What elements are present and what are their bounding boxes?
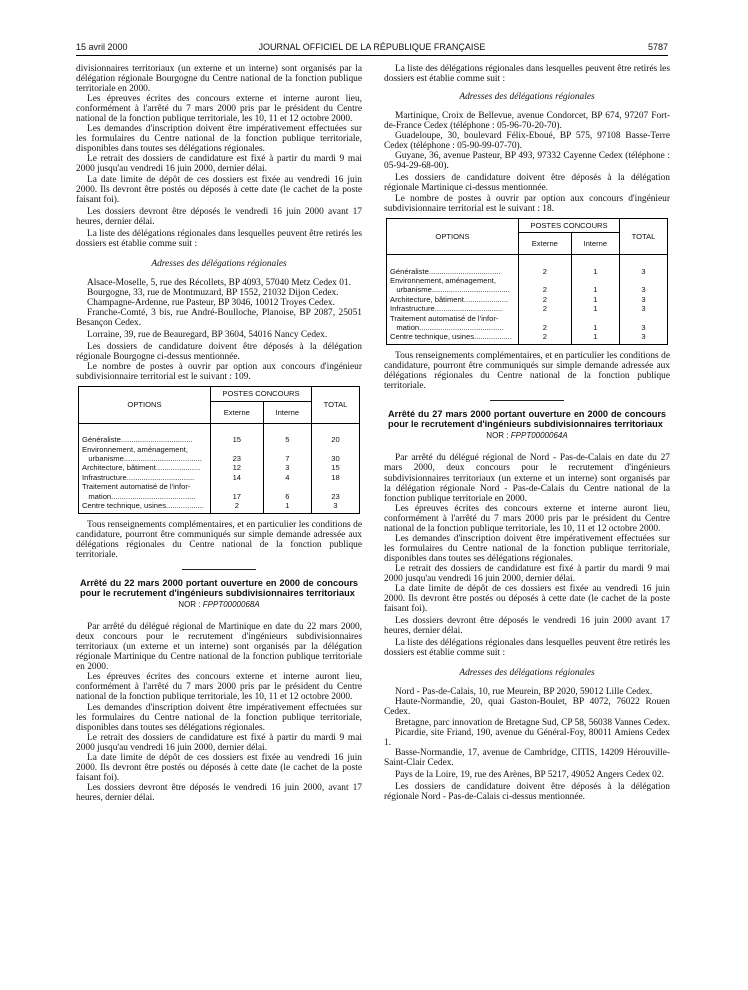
option-label: Traitement automatisé de l'infor- mation........................................ [79,482,211,501]
cell-total: 18 [312,473,360,482]
cell-externe: 2 [519,276,572,295]
paragraph: La date limite de dépôt de ces dossiers est fixée au vendredi 16 juin 2000. Ils devront être postés ou déposés à cette date (le cachet de la poste faisant foi). [384,584,670,615]
address-item: Martinique, Croix de Bellevue, avenue Condorcet, BP 674, 97207 Fort-de-France Cedex (téléphone : 05-96-70-20-70). [384,111,670,132]
page-header [76,40,668,54]
th-total: TOTAL [312,387,360,423]
cell-interne: 1 [571,276,619,295]
paragraph: Les épreuves écrites des concours externe et interne auront lieu, conformément à l'arrêté du 7 mars 2000 pris par le président du Centre national de la fonction publique territoriale, les 10, 11 et 12 octobre 2000. [76,94,362,125]
cell-total: 3 [312,501,360,513]
th-interne: Interne [571,233,619,255]
th-interne: Interne [263,401,311,423]
option-label: Généraliste.................................. [79,435,211,444]
th-postes: POSTES CONCOURS [211,387,312,401]
cell-interne: 4 [263,473,311,482]
paragraph: Le nombre de postes à ouvrir par option aux concours d'ingénieur subdivisionnaire territorial est le suivant : 109. [76,362,362,383]
paragraph: Le retrait des dossiers de candidature est fixé à partir du mardi 9 mai 2000 jusqu'au vendredi 16 juin 2000, dernier délai. [76,732,362,753]
cell-interne: 6 [263,482,311,501]
table-row [79,435,360,444]
cell-total: 3 [620,267,668,276]
option-label: Centre technique, usines.................. [79,501,211,513]
paragraph: Les épreuves écrites des concours externe et interne auront lieu, conformément à l'arrêté du 7 mars 2000 pris par le président du Centre national de la fonction publique territoriale, les 10, 11 et 12 octobre 2000. [384,503,670,534]
address-item: Champagne-Ardenne, rue Pasteur, BP 3046, 10012 Troyes Cedex. [87,297,335,308]
option-label: Architecture, bâtiment..................... [79,463,211,472]
cell-total: 3 [620,332,668,344]
th-options: OPTIONS [387,218,519,254]
paragraph: Les épreuves écrites des concours externe et interne auront lieu, conformément à l'arrêté du 7 mars 2000 pris par le président du Centre national de la fonction publique territoriale, les 10, 11 et 12 octobre 2000. [76,672,362,703]
cell-interne: 7 [263,445,311,464]
paragraph: Par arrêté du délégué régional de Nord - Pas-de-Calais en date du 27 mars 2000, deux concours pour le recrutement d'ingénieurs subdivisionnaires territoriaux (un externe et un interne) sont organisés par la délégation régionale Nord - Pas-de-Calais du Centre national de la fonction publique territoriale en 2000. [384,453,670,504]
cell-total: 3 [620,304,668,313]
cell-total: 23 [312,482,360,501]
th-postes: POSTES CONCOURS [519,218,620,232]
paragraph: Les dossiers devront être déposés le vendredi 16 juin 2000, avant 17 heures, dernier délai. [76,782,362,803]
header-rule [76,55,668,56]
th-externe: Externe [519,233,572,255]
table-row [387,314,668,333]
option-label: Environnement, aménagement, urbanisme..................................... [79,445,211,464]
address-item: Alsace-Moselle, 5, rue des Récollets, BP 4093, 57040 Metz Cedex 01. [87,277,351,288]
table-row [79,445,360,464]
postes-table [78,386,360,513]
option-label: Infrastructure................................ [79,473,211,482]
paragraph: Par arrêté du délégué régional de Martinique en date du 22 mars 2000, deux concours pour le recrutement d'ingénieurs subdivisionnaires territoriaux (un externe et un interne) sont organisés par la délégation régionale Martinique du Centre national de la fonction publique territoriale en 2000. [76,622,362,673]
cell-total: 20 [312,435,360,444]
address-item: Bourgogne, 33, rue de Montmuzard, BP 1552, 21032 Dijon Cedex. [87,287,339,298]
address-item: Franche-Comté, 3 bis, rue André-Boulloche, Planoise, BP 2087, 25051 Besançon Cedex. [76,308,362,329]
cell-interne: 1 [263,501,311,513]
paragraph: Le retrait des dossiers de candidature est fixé à partir du mardi 9 mai 2000 jusqu'au vendredi 16 juin 2000, dernier délai. [76,154,362,175]
table-row [79,463,360,472]
cell-externe: 15 [211,435,264,444]
address-item: Basse-Normandie, 17, avenue de Cambridge, CITIS, 14209 Hérouville-Saint-Clair Cedex. [384,747,670,768]
cell-externe: 14 [211,473,264,482]
section-subtitle: Adresses des délégations régionales [151,258,287,269]
option-label: Traitement automatisé de l'infor- mation........................................ [387,314,519,333]
option-label: Architecture, bâtiment..................... [387,295,519,304]
th-externe: Externe [211,401,264,423]
table-row [79,473,360,482]
cell-interne: 1 [571,332,619,344]
cell-externe: 2 [211,501,264,513]
cell-interne: 5 [263,435,311,444]
th-total: TOTAL [620,218,668,254]
arrete-title: Arrêté du 27 mars 2000 portant ouverture en 2000 de concours pour le recrutement d'ingénieurs subdivisionnaires territoriaux [388,408,666,430]
section-subtitle: Adresses des délégations régionales [459,92,595,103]
paragraph: Les dossiers de candidature doivent être déposés à la délégation régionale Martinique ci-dessus mentionnée. [384,173,670,194]
paragraph: Les demandes d'inscription doivent être impérativement effectuées sur les formulaires du Centre national de la fonction publique territoriale, disponibles dans toutes ses délégations régionales. [76,702,362,733]
section-divider [182,569,256,570]
address-item: Bretagne, parc innovation de Bretagne Sud, CP 58, 56038 Vannes Cedex. [395,717,670,728]
address-item: Guadeloupe, 30, boulevard Félix-Eboué, BP 575, 97108 Basse-Terre Cedex (téléphone : 05-90-99-07-70). [384,131,670,152]
cell-externe: 2 [519,267,572,276]
option-label: Généraliste.................................. [387,267,519,276]
paragraph: Les demandes d'inscription doivent être impérativement effectuées sur les formulaires du Centre national de la fonction publique territoriale, disponibles dans toutes ses délégations régionales. [384,533,670,564]
paragraph: Les demandes d'inscription doivent être impérativement effectuées sur les formulaires du Centre national de la fonction publique territoriale, disponibles dans toutes ses délégations régionales. [76,124,362,155]
option-label: Environnement, aménagement, urbanisme..................................... [387,276,519,295]
cell-externe: 23 [211,445,264,464]
header-page-number: 5787 [647,42,668,52]
paragraph: Le nombre de postes à ouvrir par option aux concours d'ingénieur subdivisionnaire territorial est le suivant : 18. [384,193,670,214]
cell-interne: 1 [571,304,619,313]
cell-externe: 2 [519,314,572,333]
cell-externe: 2 [519,304,572,313]
section-divider [490,400,564,401]
address-item: Lorraine, 39, rue de Beauregard, BP 3604, 54016 Nancy Cedex. [87,330,328,341]
arrete-title: Arrêté du 22 mars 2000 portant ouverture en 2000 de concours pour le recrutement d'ingénieurs subdivisionnaires territoriaux [80,577,358,598]
address-item: Guyane, 36, avenue Pasteur, BP 493, 97332 Cayenne Cedex (téléphone : 05-94-29-68-00). [384,151,670,172]
paragraph: Les dossiers de candidature doivent être déposés à la délégation régionale Bourgogne ci-dessus mentionnée. [76,342,362,363]
cell-externe: 12 [211,463,264,472]
paragraph: La date limite de dépôt de ces dossiers est fixée au vendredi 16 juin 2000. Ils devront être postés ou déposés à cette date (le cachet de la poste faisant foi). [76,752,362,783]
address-item: Picardie, site Friand, 190, avenue du Général-Foy, 80011 Amiens Cedex 1. [384,727,670,748]
address-item: Haute-Normandie, 20, quai Gaston-Boulet, BP 4072, 76022 Rouen Cedex. [384,697,670,718]
option-label: Centre technique, usines.................. [387,332,519,344]
paragraph: La liste des délégations régionales dans lesquelles peuvent être retirés les dossiers est établie comme suit : [76,228,362,249]
cell-total: 3 [620,276,668,295]
paragraph: Les dossiers de candidature doivent être déposés à la délégation régionale Nord - Pas-de-Calais ci-dessus mentionnée. [384,781,670,802]
right-column [384,64,670,802]
table-row [387,295,668,304]
nor-reference: NOR : FPPT0000068A [178,600,260,610]
table-row [387,332,668,344]
cell-interne: 3 [263,463,311,472]
table-row [387,276,668,295]
postes-table [386,218,668,345]
paragraph: Tous renseignements complémentaires, et en particulier les conditions de candidature, pourront être communiqués sur simple demande adressée aux délégations régionales du Centre national de la fonction publique territoriale. [76,519,362,560]
cell-interne: 1 [571,295,619,304]
cell-total: 30 [312,445,360,464]
table-row [79,482,360,501]
cell-total: 3 [620,314,668,333]
header-date: 15 avril 2000 [76,42,128,52]
cell-externe: 2 [519,332,572,344]
table-row [79,501,360,513]
cell-externe: 2 [519,295,572,304]
paragraph: Tous renseignements complémentaires, et en particulier les conditions de candidature, pourront être communiqués sur simple demande adressée aux délégations régionales du Centre national de la fonction publique territoriale. [384,350,670,391]
cell-externe: 17 [211,482,264,501]
cell-total: 3 [620,295,668,304]
paragraph: La liste des délégations régionales dans lesquelles peuvent être retirés les dossiers est établie comme suit : [384,64,670,85]
table-row [387,304,668,313]
address-item: Pays de la Loire, 19, rue des Arènes, BP 5217, 49052 Angers Cedex 02. [395,769,664,780]
paragraph: La date limite de dépôt de ces dossiers est fixée au vendredi 16 juin 2000. Ils devront être postés ou déposés à cette date (le cachet de la poste faisant foi). [76,174,362,205]
left-column [76,64,362,803]
section-subtitle: Adresses des délégations régionales [459,668,595,679]
cell-total: 15 [312,463,360,472]
paragraph: Les dossiers devront être déposés le vendredi 16 juin 2000 avant 17 heures, dernier délai. [76,206,362,227]
cell-interne: 1 [571,314,619,333]
header-title: JOURNAL OFFICIEL DE LA RÉPUBLIQUE FRANÇAISE [258,42,486,52]
paragraph: Les dossiers devront être déposés le vendredi 16 juin 2000 avant 17 heures, dernier délai. [384,616,670,637]
nor-reference: NOR : FPPT0000064A [486,431,568,441]
paragraph: La liste des délégations régionales dans lesquelles peuvent être retirés les dossiers est établie comme suit : [384,638,670,659]
paragraph: Le retrait des dossiers de candidature est fixé à partir du mardi 9 mai 2000 jusqu'au vendredi 16 juin 2000, dernier délai. [384,563,670,584]
th-options: OPTIONS [79,387,211,423]
table-row [387,267,668,276]
address-item: Nord - Pas-de-Calais, 10, rue Meurein, BP 2020, 59012 Lille Cedex. [395,687,653,698]
paragraph: divisionnaires territoriaux (un externe et un interne) sont organisés par la délégation régionale Bourgogne du Centre national de la fonction publique territoriale en 2000. [76,64,362,95]
option-label: Infrastructure................................ [387,304,519,313]
cell-interne: 1 [571,267,619,276]
